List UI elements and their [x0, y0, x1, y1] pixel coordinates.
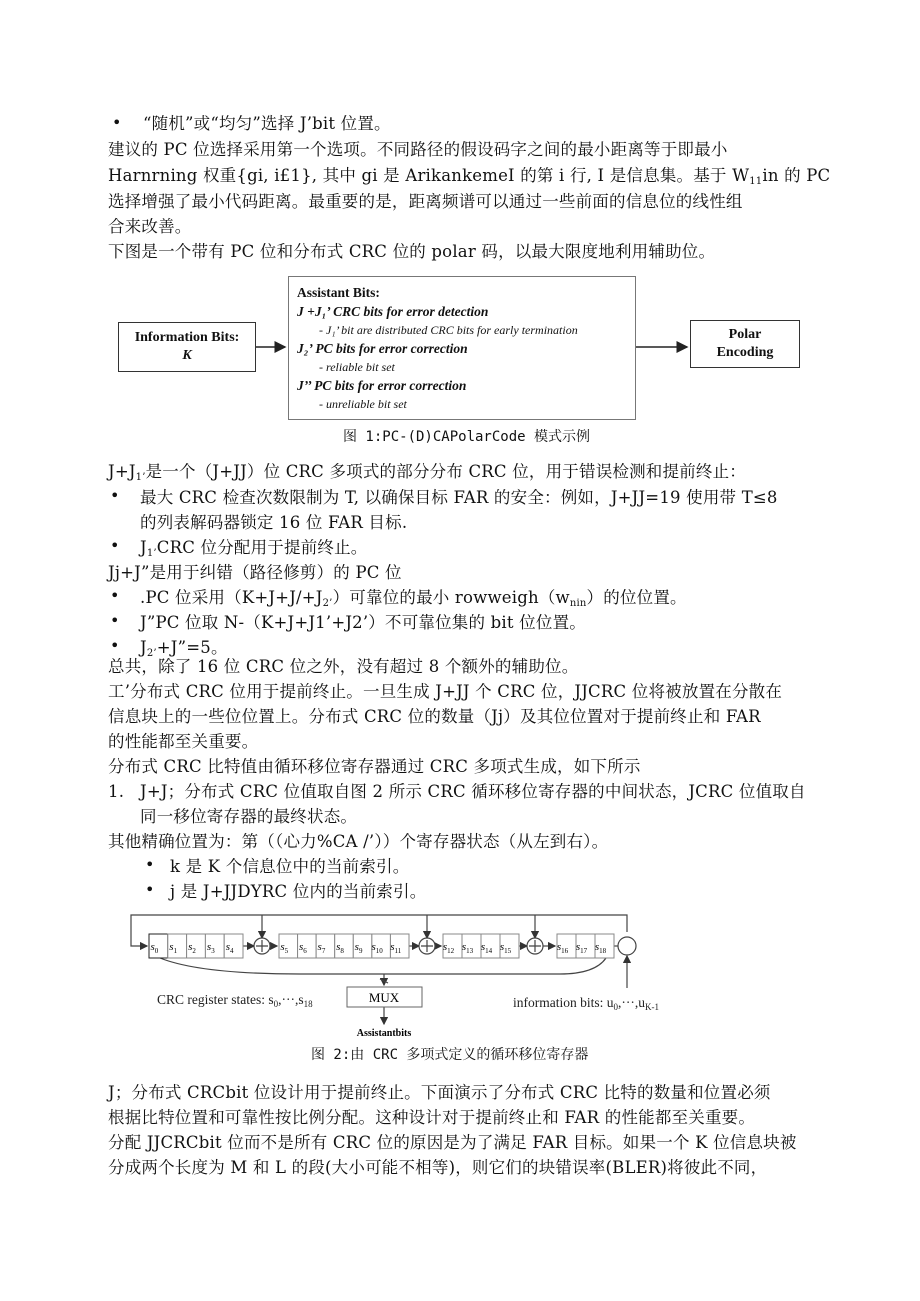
figure-2-caption: 图 2:由 CRC 多项式定义的循环移位寄存器 [311, 1047, 589, 1063]
register-cell-label: $s_0$ [150, 941, 159, 955]
assist-title: Assistant Bits: [297, 285, 380, 300]
register-cell-label: $s_{14}$ [480, 941, 493, 955]
register-cell-label: $s_{17}$ [575, 941, 588, 955]
list-number: 1. [108, 782, 125, 801]
bullet: • [110, 586, 120, 605]
info-k: K [182, 348, 192, 363]
subscript: 11 [749, 176, 763, 187]
register-cell-label: $s_{15}$ [499, 941, 512, 955]
text-line: 根据比特位置和可靠性按比例分配。这种设计对于提前终止和 FAR 的性能都至关重要。 [108, 1108, 756, 1127]
register-cell-label: $s_{18}$ [594, 941, 607, 955]
bullet-text: 最大 CRC 检查次数限制为 T, 以确保目标 FAR 的安全：例如，J+JJ=19 使用带 T≤8 [140, 488, 778, 507]
text-line: 信息块上的一些位位置上。分布式 CRC 位的数量（Jj）及其位位置对于提前终止和 FAR [108, 707, 761, 726]
assist-item: J’’ PC bits for error correction [297, 377, 467, 393]
text: J+J [108, 462, 136, 481]
assist-item: J₂’ PC bits for error correction [297, 340, 468, 356]
bullet-text: “随机”或“均匀”选择 J’bit 位置。 [143, 114, 391, 133]
polar-encoding-box [690, 320, 800, 368]
text: .PC 位采用（K+J+J/+J [140, 588, 323, 607]
bullet-text: J”PC 位取 N-（K+J+J1’+J2’）不可靠位集的 bit 位位置。 [140, 613, 586, 632]
register-cell-label: $s_9$ [354, 941, 363, 955]
subscript: 2’ [322, 598, 333, 609]
subscript: nin [569, 598, 587, 609]
info-title: Information Bits: [134, 330, 240, 345]
list-text: 同一移位寄存器的最终状态。 [140, 807, 358, 826]
mux-label: MUX [368, 990, 400, 1005]
bullet: • [110, 536, 120, 555]
register-states-label: CRC register states: $s_0,\cdot\cdot\cdot,s_{18}$ [157, 992, 313, 1009]
assist-item-note: - unreliable bit set [319, 397, 407, 411]
subscript: 1’ [146, 548, 157, 559]
figure-2-shift-register [0, 900, 920, 1045]
subscript: 2’ [146, 648, 157, 659]
register-cell-label: $s_{10}$ [371, 941, 383, 955]
text-line: 下图是一个带有 PC 位和分布式 CRC 位的 polar 码，以最大限度地利用辅助位。 [108, 242, 716, 261]
register-cell-label: $s_{16}$ [556, 941, 569, 955]
bullet-text: 的列表解码器锁定 16 位 FAR 目标. [140, 513, 408, 532]
polar-l2: Encoding [716, 345, 774, 360]
text-line: 分布式 CRC 比特值由循环移位寄存器通过 CRC 多项式生成，如下所示 [108, 757, 641, 776]
text-line: 选择增强了最小代码距离。最重要的是，距离频谱可以通过一些前面的信息位的线性组 [108, 192, 743, 211]
register-cell-label: $s_2$ [188, 941, 196, 955]
text-line: Jj+J”是用于纠错（路径修剪）的 PC 位 [108, 563, 402, 582]
text-line: 分配 JJCRCbit 位而不是所有 CRC 位的原因是为了满足 FAR 目标。如果一个 K 位信息块被 [108, 1133, 797, 1152]
bullet: • [112, 113, 122, 132]
text: ）可靠位的最小 rowweigh（w [332, 588, 570, 607]
register-cell-label: $s_4$ [225, 941, 234, 955]
text: in 的 PC [762, 166, 831, 185]
bullet: • [145, 880, 155, 899]
bullet-text: j 是 J+JJDYRC 位内的当前索引。 [170, 882, 427, 901]
register-cell-label: $s_7$ [317, 941, 326, 955]
text-line: 分成两个长度为 M 和 L 的段(大小可能不相等)，则它们的块错误率(BLER)将彼此不同， [108, 1158, 768, 1177]
text-line: 建议的 PC 位选择采用第一个选项。不同路径的假设码字之间的最小距离等于即最小 [108, 140, 728, 159]
assist-item-note: - J₁’ bit are distributed CRC bits for early termination [319, 323, 578, 337]
assistant-bits-output: Assistantbits [356, 1028, 412, 1039]
information-bits-label: information bits: $u_0,\cdot\cdot\cdot,u_{K-1}$ [513, 995, 659, 1012]
text: J [140, 638, 147, 657]
register-cell-label: $s_5$ [280, 941, 289, 955]
assist-item: J +J₁’ CRC bits for error detection [297, 303, 489, 319]
register-cell-label: $s_6$ [298, 941, 307, 955]
text-line: 合来改善。 [108, 217, 192, 236]
bullet: • [110, 636, 120, 655]
text: ）的位位置。 [586, 588, 687, 607]
bullet: • [110, 486, 120, 505]
bullet: • [110, 611, 120, 630]
text-line: 总共，除了 16 位 CRC 位之外，没有超过 8 个额外的辅助位。 [108, 657, 579, 676]
register-cell-label: $s_{12}$ [442, 941, 455, 955]
text: 是一个（J+JJ）位 CRC 多项式的部分分布 CRC 位，用于错误检测和提前终止： [145, 462, 747, 481]
register-cell-label: $s_1$ [169, 941, 178, 955]
polar-l1: Polar [728, 327, 762, 342]
register-cell-label: $s_{13}$ [461, 941, 474, 955]
register-cell-label: $s_3$ [206, 941, 215, 955]
text: Harnrning 权重{gi, i£1}, 其中 gi 是 ArikankemeI 的第 i 行, I 是信息集。基于 W [108, 166, 750, 185]
list-text: J+J；分布式 CRC 位值取自图 2 所示 CRC 循环移位寄存器的中间状态，JCRC 位值取自 [140, 782, 806, 801]
text: J [140, 538, 147, 557]
assist-item-note: - reliable bit set [319, 360, 395, 374]
text: +J”=5。 [156, 638, 228, 657]
assistant-bits-box [288, 276, 636, 420]
text-line: J；分布式 CRCbit 位设计用于提前终止。下面演示了分布式 CRC 比特的数量和位置必须 [108, 1083, 771, 1102]
text: CRC 位分配用于提前终止。 [156, 538, 368, 557]
register-cell-label: $s_8$ [336, 941, 344, 955]
register-cell-label: $s_{11}$ [390, 941, 402, 955]
subscript: 1’ [135, 472, 146, 483]
figure-1-caption: 图 1:PC-(D)CAPolarCode 模式示例 [343, 429, 591, 445]
text-line: 其他精确位置为：第（（心力%CA /’））个寄存器状态（从左到右）。 [108, 832, 609, 851]
bullet: • [145, 855, 155, 874]
text-line: 的性能都至关重要。 [108, 732, 259, 751]
text-line: 工’分布式 CRC 位用于提前终止。一旦生成 J+JJ 个 CRC 位，JJCRC 位将被放置在分散在 [108, 682, 783, 701]
bullet-text: k 是 K 个信息位中的当前索引。 [170, 857, 410, 876]
switch-icon [618, 937, 636, 955]
